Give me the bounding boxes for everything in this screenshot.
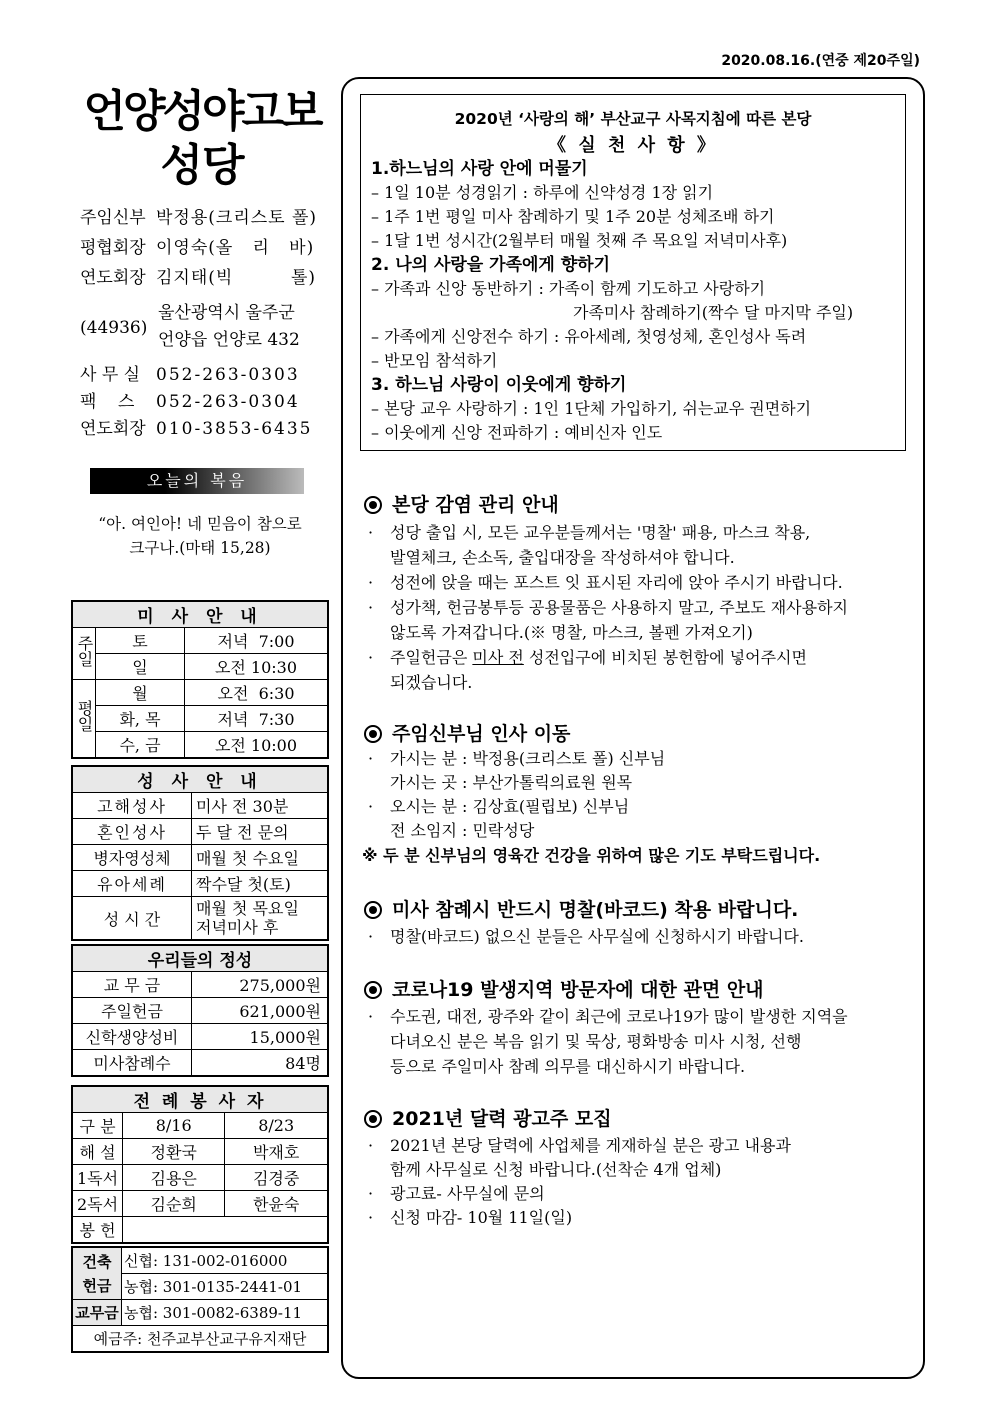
bullet-dot: · — [368, 1208, 374, 1227]
practice-item: – 본당 교우 사랑하기 : 1인 1단체 가입하기, 쉬는교우 권면하기 — [371, 399, 812, 418]
account-holder: 예금주: 천주교부산교구유지재단 — [72, 1326, 328, 1353]
bullet-dot: · — [368, 1007, 374, 1026]
notice-line: · 성가책, 헌금봉투등 공용물품은 사용하지 말고, 주보도 재사용하지 — [368, 595, 848, 620]
section-title-covid-dispensation: 코로나19 발생지역 방문자에 대한 관면 안내 — [364, 975, 764, 1002]
notice-line: · 성전에 앉을 때는 포스트 잇 표시된 자리에 앉아 주시기 바랍니다. — [368, 570, 843, 595]
pastor-label: 주임신부 — [80, 208, 146, 228]
notice-line: 등으로 주일미사 참례 의무를 대신하시기 바랍니다. — [390, 1057, 746, 1076]
servers-date1: 8/16 — [123, 1113, 225, 1139]
offering-name: 미사참례수 — [72, 1050, 192, 1077]
notice-line: 발열체크, 손소독, 출입대장을 작성하셔야 합니다. — [390, 548, 735, 567]
offering-amount: 621,000원 — [192, 998, 329, 1024]
notice-line: · 명찰(바코드) 없으신 분들은 사무실에 신청하시기 바랍니다. — [368, 924, 804, 949]
target-bullet-icon — [364, 1110, 382, 1128]
building-label-line2: 헌금 — [82, 1276, 112, 1295]
gospel-header: 오늘의 복음 — [90, 468, 304, 494]
sacrament-info: 두 달 전 문의 — [192, 819, 329, 845]
server-role: 2독서 — [72, 1191, 123, 1217]
offering-amount: 15,000원 — [192, 1024, 329, 1050]
offerings-header: 우리들의 정성 — [72, 945, 328, 972]
practice-item: – 가족에게 신앙전수 하기 : 유아세례, 첫영성체, 혼인성사 독려 — [371, 327, 807, 346]
bullet-dot: · — [368, 573, 374, 592]
notice-line: · 수도권, 대전, 광주와 같이 최근에 코로나19가 많이 발생한 지역을 — [368, 1004, 848, 1029]
servers-col-label: 구 분 — [72, 1113, 123, 1139]
server-name: 한윤숙 — [225, 1191, 328, 1217]
youth-label: 연도회장 — [80, 268, 146, 288]
office-label: 사 무 실 — [80, 365, 141, 385]
building-label-line1: 건축 — [82, 1252, 112, 1271]
server-role: 1독서 — [72, 1165, 123, 1191]
pastor-row — [80, 205, 317, 231]
practice-item: – 1일 10분 성경읽기 : 하루에 신약성경 1장 읽기 — [371, 183, 714, 202]
account-number: 신협: 131-002-016000 — [122, 1247, 329, 1274]
server-name — [123, 1217, 328, 1244]
offering-amount: 275,000원 — [192, 972, 329, 998]
mass-schedule-table — [71, 600, 329, 759]
office-phone-row — [80, 362, 300, 388]
notice-line: 다녀오신 분은 복음 읽기 및 묵상, 평화방송 미사 시청, 선행 — [390, 1032, 802, 1051]
building-fund-label — [72, 1247, 122, 1300]
servers-date2: 8/23 — [225, 1113, 328, 1139]
bullet-dot: · — [368, 749, 374, 768]
practice-heading-1: 1.하느님의 사랑 안에 머물기 — [371, 159, 588, 179]
section-title-pastor-change: 주임신부님 인사 이동 — [364, 719, 570, 746]
server-name: 박재호 — [225, 1139, 328, 1165]
notice-line: 전 소임지 : 민락성당 — [390, 821, 535, 840]
sacraments-table — [71, 765, 329, 941]
youth-phone-row — [80, 416, 312, 442]
notice-line: · 2021년 본당 달력에 사업체를 게재하실 분은 광고 내용과 — [368, 1133, 791, 1158]
notice-line: · 가시는 분 : 박정용(크리스토 폴) 신부님 — [368, 746, 665, 771]
postcode — [80, 315, 147, 341]
sacrament-info: 미사 전 30분 — [192, 793, 329, 819]
mass-header: 미 사 안 내 — [72, 601, 328, 628]
offering-amount: 84명 — [192, 1050, 329, 1077]
council-row — [80, 235, 314, 261]
practice-item: – 1달 1번 성시간(2월부터 매월 첫째 주 목요일 저녁미사후) — [371, 231, 788, 250]
bullet-dot: · — [368, 648, 374, 667]
practice-title: 2020년 ‘사랑의 해’ 부산교구 사목지침에 따른 본당 — [454, 110, 812, 128]
gospel-line1: “아. 여인아! 네 믿음이 참으로 — [98, 515, 302, 533]
bullet-dot: · — [368, 797, 374, 816]
council-label: 평협회장 — [80, 238, 146, 258]
practice-box — [360, 94, 906, 451]
practice-subtitle: 《 실 천 사 항 》 — [548, 135, 718, 156]
target-bullet-icon — [364, 901, 382, 919]
bullet-dot: · — [368, 1184, 374, 1203]
church-dues-label: 교무금 — [72, 1300, 122, 1326]
practice-item: – 가족과 신앙 동반하기 : 가족이 함께 기도하고 사랑하기 — [371, 279, 766, 298]
notice-line: 가시는 곳 : 부산가톨릭의료원 원목 — [390, 773, 633, 792]
council-value: 이영숙(올 리 바) — [156, 238, 315, 258]
mass-day: 일 — [96, 654, 185, 680]
youth-phone: 010-3853-6435 — [156, 419, 313, 439]
address-line1: 울산광역시 울주군 — [158, 303, 295, 323]
parish-title-line2: 성당 — [160, 140, 244, 191]
youth-row — [80, 265, 316, 291]
offerings-table — [71, 944, 329, 1077]
server-name: 정환국 — [123, 1139, 225, 1165]
postcode-text: (44936) — [80, 318, 148, 338]
holy-hour-line2: 저녁미사 후 — [196, 918, 279, 937]
notice-line: · 광고료- 사무실에 문의 — [368, 1181, 545, 1206]
practice-item: – 이웃에게 신앙 전파하기 : 예비신자 인도 — [371, 423, 663, 442]
server-name: 김용은 — [123, 1165, 225, 1191]
fax-row — [80, 389, 300, 415]
section-title-calendar-ads: 2021년 달력 광고주 모집 — [364, 1104, 612, 1131]
mass-day: 화, 목 — [96, 706, 185, 732]
mass-time: 오전 10:30 — [185, 654, 329, 680]
notice-line: 되겠습니다. — [390, 673, 473, 692]
parish-title: 언양성야고보 — [83, 86, 321, 137]
sacrament-name: 성 시 간 — [72, 897, 192, 941]
server-role: 해 설 — [72, 1139, 123, 1165]
holy-hour-line1: 매월 첫 목요일 — [196, 899, 299, 918]
sacrament-info: 매월 첫 수요일 — [192, 845, 329, 871]
notice-line: · 오시는 분 : 김상효(필립보) 신부님 — [368, 794, 629, 819]
practice-heading-3: 3. 하느님 사랑이 이웃에게 향하기 — [371, 375, 627, 395]
sacrament-name: 고해성사 — [72, 793, 192, 819]
section-title-infection: 본당 감염 관리 안내 — [364, 490, 559, 517]
notice-line: 않도록 가져갑니다.(※ 명찰, 마스크, 볼펜 가져오기) — [390, 623, 753, 642]
offering-name: 신학생양성비 — [72, 1024, 192, 1050]
bullet-dot: · — [368, 1136, 374, 1155]
sacrament-name: 유아세례 — [72, 871, 192, 897]
sacrament-info — [192, 897, 329, 941]
mass-time: 오전 10:00 — [185, 732, 329, 759]
target-bullet-icon — [364, 725, 382, 743]
notice-line: · 신청 마감- 10월 11일(일) — [368, 1205, 572, 1230]
section-title-nametag: 미사 참례시 반드시 명찰(바코드) 착용 바랍니다. — [364, 895, 798, 922]
office-phone: 052-263-0303 — [156, 365, 300, 385]
account-number: 농협: 301-0135-2441-01 — [122, 1274, 329, 1300]
mass-time: 저녁 7:30 — [185, 706, 329, 732]
server-name: 김순희 — [123, 1191, 225, 1217]
sacrament-name: 병자영성체 — [72, 845, 192, 871]
youth-value: 김지태(빅 톨) — [156, 268, 317, 288]
gospel-quote — [80, 512, 320, 560]
fax-label: 팩 스 — [80, 392, 135, 412]
server-name: 김경중 — [225, 1165, 328, 1191]
target-bullet-icon — [364, 981, 382, 999]
fax-number: 052-263-0304 — [156, 392, 300, 412]
offering-name: 주일헌금 — [72, 998, 192, 1024]
notice-line: · 주일헌금은 미사 전 성전입구에 비치된 봉헌함에 넣어주시면 — [368, 645, 807, 670]
practice-item: – 1주 1번 평일 미사 참례하기 및 1주 20분 성체조배 하기 — [371, 207, 775, 226]
gospel-line2: 크구나.(마태 15,28) — [129, 539, 271, 557]
sunday-label: 주일 — [72, 628, 96, 680]
address-line2: 언양읍 언양로 432 — [158, 330, 300, 350]
target-bullet-icon — [364, 496, 382, 514]
pastor-value: 박정용(크리스토 폴) — [156, 208, 318, 228]
offering-name: 교 무 금 — [72, 972, 192, 998]
practice-item: 가족미사 참례하기(짝수 달 마지막 주일) — [573, 303, 854, 322]
practice-heading-2: 2. 나의 사랑을 가족에게 향하기 — [371, 255, 611, 275]
server-role: 봉 헌 — [72, 1217, 123, 1244]
mass-time: 저녁 7:00 — [185, 628, 329, 654]
notice-line: · 성당 출입 시, 모든 교우분들께서는 '명찰' 패용, 마스크 착용, — [368, 520, 810, 545]
sacrament-name: 혼인성사 — [72, 819, 192, 845]
bullet-dot: · — [368, 523, 374, 542]
notice-line: 함께 사무실로 신청 바랍니다.(선착순 4개 업체) — [390, 1160, 722, 1179]
bulletin-date: 2020.08.16.(연중 제20주일) — [721, 53, 920, 69]
mass-time: 오전 6:30 — [185, 680, 329, 706]
bank-accounts-table — [71, 1246, 329, 1353]
servers-header: 전 례 봉 사 자 — [72, 1086, 328, 1113]
account-number: 농협: 301-0082-6389-11 — [122, 1300, 329, 1326]
practice-item: – 반모임 참석하기 — [371, 351, 498, 370]
mass-day: 토 — [96, 628, 185, 654]
liturgy-servers-table — [71, 1085, 329, 1244]
youth-phone-label: 연도회장 — [80, 419, 146, 439]
mass-day: 수, 금 — [96, 732, 185, 759]
weekday-label: 평일 — [72, 680, 96, 759]
mass-day: 월 — [96, 680, 185, 706]
bullet-dot: · — [368, 598, 374, 617]
prayer-request: ※ 두 분 신부님의 영육간 건강을 위하여 많은 기도 부탁드립니다. — [362, 846, 821, 865]
sacrament-info: 짝수달 첫(토) — [192, 871, 329, 897]
sacraments-header: 성 사 안 내 — [72, 766, 328, 793]
bullet-dot: · — [368, 927, 374, 946]
